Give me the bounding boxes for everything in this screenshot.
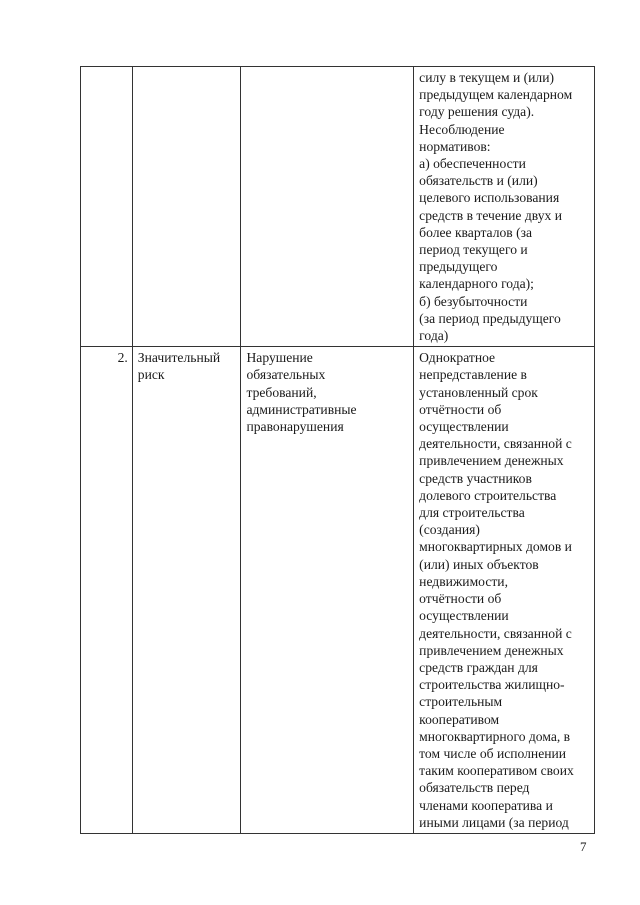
row-number-cell	[81, 67, 133, 347]
risk-table	[80, 66, 595, 834]
table-row	[81, 347, 595, 834]
table-row	[81, 67, 595, 347]
risk-category-cell	[132, 67, 241, 347]
criterion-cell: Нарушение обязательных требований, административные правонарушения	[241, 347, 414, 834]
risk-category-cell: Значительный риск	[132, 347, 241, 834]
row-number-cell: 2.	[81, 347, 133, 834]
description-cell: силу в текущем и (или) предыдущем календарном году решения суда). Несоблюдение нормативов: а) обеспеченности обязательств и (или) целевого использования средств в течение двух и более кварталов (за период текущего и предыдущего календарного года); б) безубыточности (за период предыдущего года)	[414, 67, 595, 347]
description-cell: Однократное непредставление в установленный срок отчётности об осуществлении деятельности, связанной с привлечением денежных средств участников долевого строительства для строительства (создания) многоквартирных домов и (или) иных объектов недвижимости, отчётности об осуществлении деятельности, связанной с привлечением денежных средств граждан для строительства жилищно- строительным кооперативом многоквартирного дома, в том числе об исполнении таким кооперативом своих обязательств перед членами кооператива и иными лицами (за период	[414, 347, 595, 834]
page-number: 7	[580, 839, 587, 854]
criterion-cell	[241, 67, 414, 347]
